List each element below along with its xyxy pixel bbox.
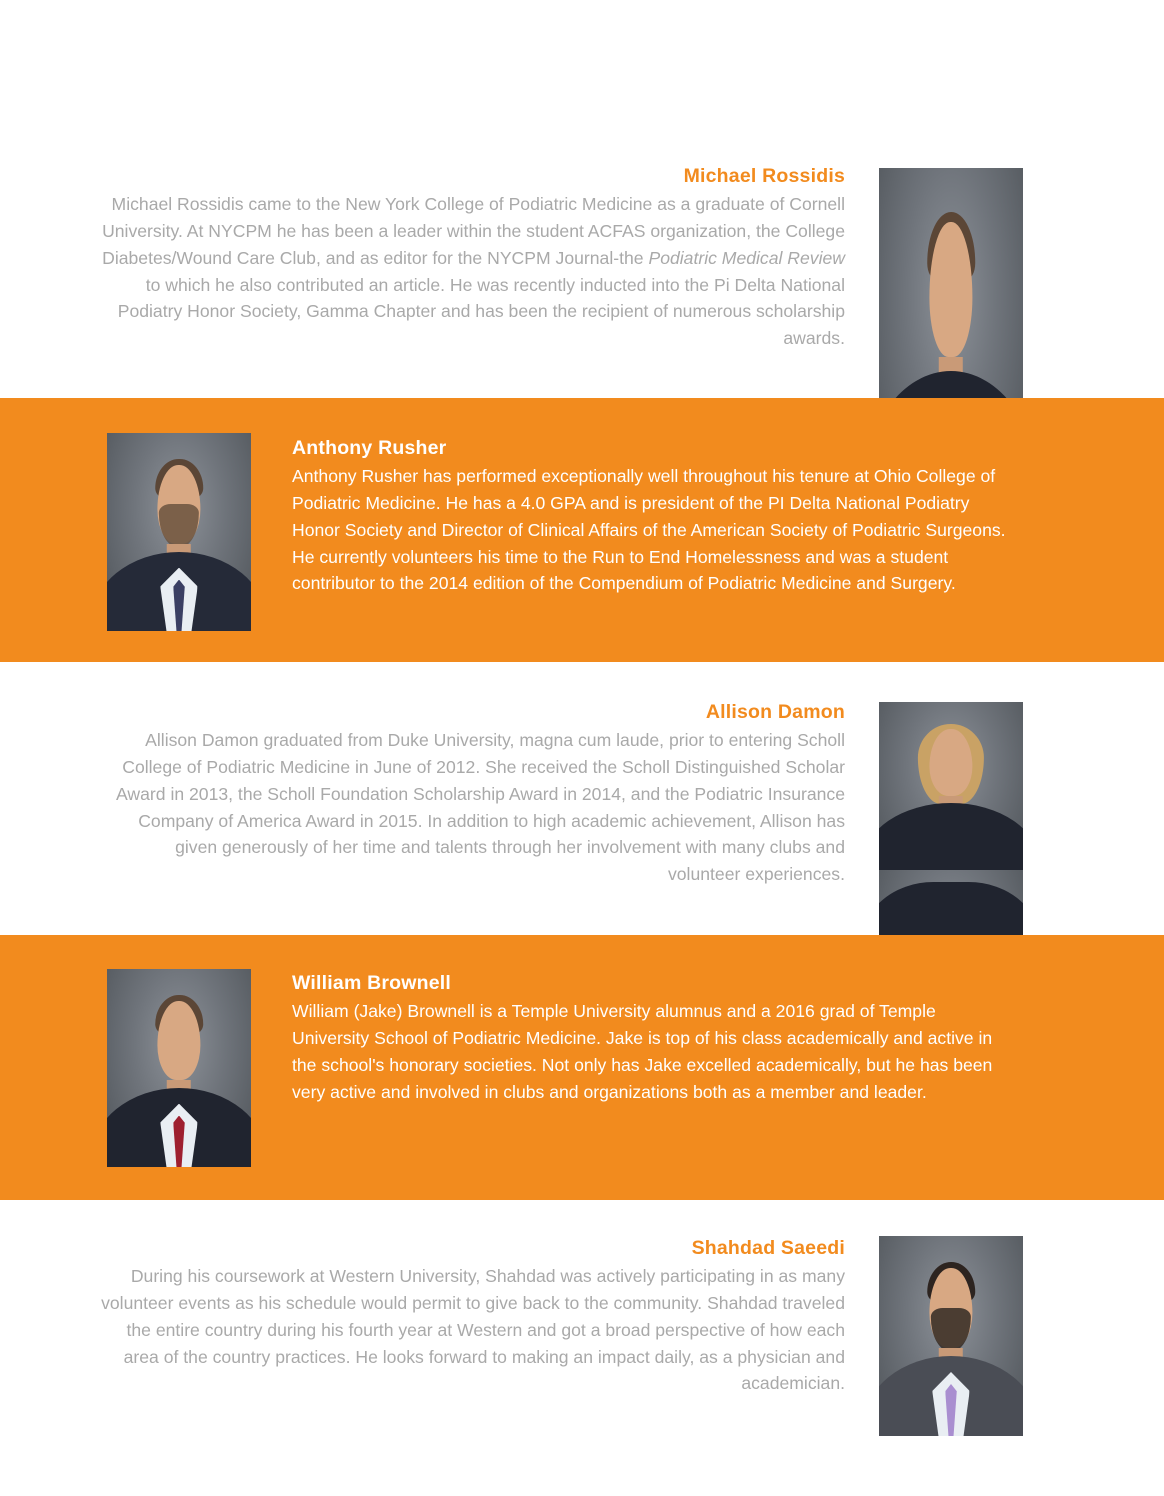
bio-block bbox=[100, 1236, 845, 1397]
profile-bio bbox=[100, 727, 845, 887]
bio-block bbox=[100, 164, 845, 352]
bio-text-part-1: Anthony Rusher has performed exceptionally well throughout his tenure at Ohio College of Podiatric Medicine. He has a 4.0 GPA and is president of the PI Delta National Podiatry Honor Society and Director of Clinical Affairs of the American Society of Podiatric Surgeons. He currently volunteers his time to the Run to End Homelessness and was a student contributor to the 2014 edition of the Compendium of Podiatric Medicine and Surgery. bbox=[292, 466, 1006, 594]
bio-block bbox=[292, 436, 1012, 597]
portrait-illustration bbox=[879, 1236, 1023, 1436]
portrait-illustration bbox=[107, 433, 251, 631]
profile-photo-william-brownell bbox=[107, 969, 251, 1167]
bio-text-part-1: Allison Damon graduated from Duke University, magna cum laude, prior to entering Scholl College of Podiatric Medicine in June of 2012. She received the Scholl Distinguished Scholar Award in 2013, the Scholl Foundation Scholarship Award in 2014, and the Podiatric Insurance Company of America Award in 2015. In addition to high academic achievement, Allison has given generously of her time and talents through her involvement with many clubs and volunteer experiences. bbox=[116, 730, 845, 885]
profile-photo-anthony-rusher bbox=[107, 433, 251, 631]
profile-photo-shahdad-saeedi bbox=[879, 1236, 1023, 1436]
profile-row-william-brownell bbox=[0, 935, 1164, 1200]
profile-photo-allison-damon bbox=[879, 702, 1023, 870]
bio-block bbox=[100, 700, 845, 888]
profile-bio bbox=[292, 463, 1012, 597]
profile-row-anthony-rusher bbox=[0, 398, 1164, 662]
profile-bio bbox=[100, 191, 845, 351]
profile-name: Michael Rossidis bbox=[683, 165, 845, 187]
bio-text-part-1: During his coursework at Western University, Shahdad was actively participating in as many volunteer events as his schedule would permit to give back to the community. Shahdad traveled the entire country during his fourth year at Western and got a broad perspective of how each area of the country practices. He looks forward to making an impact daily, as a physician and academician. bbox=[101, 1266, 845, 1394]
profile-row-allison-damon bbox=[0, 662, 1164, 935]
profile-row-shahdad-saeedi bbox=[0, 1200, 1164, 1496]
bio-text-part-1: Michael Rossidis came to the New York College of Podiatric Medicine as a graduate of Cornell University. At NYCPM he has been a leader within the student ACFAS organization, the College Diabetes/Wound Care Club, and as editor for the NYCPM Journal-the bbox=[102, 194, 845, 268]
profile-row-michael-rossidis bbox=[0, 136, 1164, 398]
profile-name: Allison Damon bbox=[705, 701, 845, 723]
profile-bio bbox=[100, 1263, 845, 1397]
portrait-illustration bbox=[879, 702, 1023, 870]
profile-name: William Brownell bbox=[292, 972, 452, 994]
bio-text-part-1: William (Jake) Brownell is a Temple University alumnus and a 2016 grad of Temple University School of Podiatric Medicine. Jake is top of his class academically and active in the school's honorary societies. Not only has Jake excelled academically, but he has been very active and involved in clubs and organizations both as a member and leader. bbox=[292, 1001, 993, 1102]
bio-block bbox=[292, 971, 1002, 1105]
profile-bio bbox=[292, 998, 1002, 1105]
profile-name: Shahdad Saeedi bbox=[691, 1237, 845, 1259]
bio-text-italic: Podiatric Medical Review bbox=[648, 247, 845, 268]
bio-text-part-2: to which he also contributed an article. He was recently inducted into the Pi Delta National Podiatry Honor Society, Gamma Chapter and has been the recipient of numerous scholarship awards. bbox=[117, 274, 845, 349]
profile-name: Anthony Rusher bbox=[292, 437, 447, 459]
portrait-illustration bbox=[107, 969, 251, 1167]
